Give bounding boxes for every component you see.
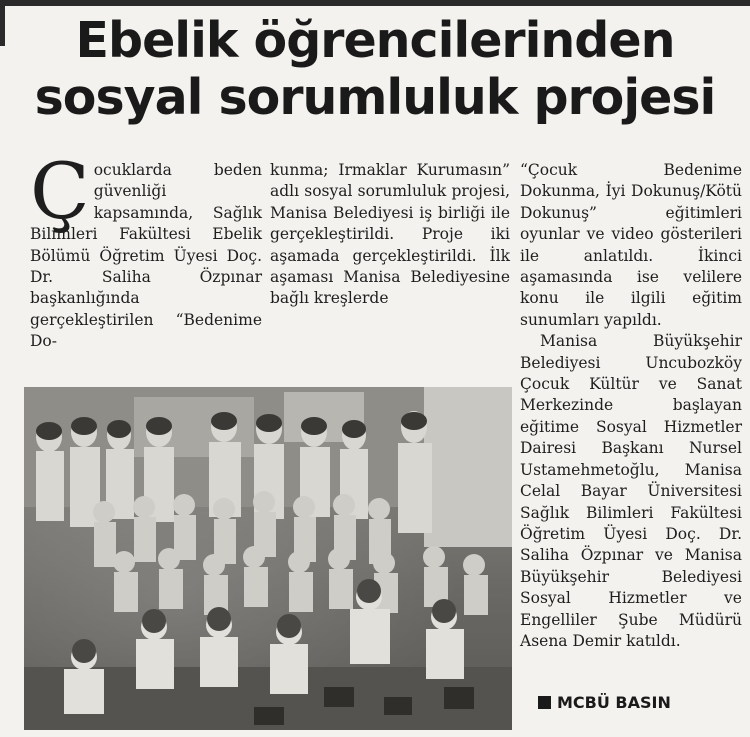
press-credit	[538, 692, 671, 714]
article-column-3	[520, 160, 742, 700]
left-edge-bar	[0, 6, 5, 46]
group-photo-image	[24, 387, 512, 730]
article-column-1	[30, 147, 262, 353]
headline-line-2: sosyal sorumluluk projesi	[34, 69, 716, 126]
column-3-paragraph-1: “Çocuk Bedenime Dokunma, İyi Dokunuş/Kötü Dokunuş” eğitimleri oyunlar ve video gösterileri ile anlatıldı. İkinci aşamasında ise velilere konu ile ilgili eğitim sunumları yapıldı.	[520, 161, 742, 329]
article-headline	[10, 12, 740, 126]
column-2-text: kunma; Irmaklar Kurumasın” adlı sosyal sorumluluk projesi, Manisa Belediyesi iş birliği ile gerçekleştirildi. Proje iki aşamada gerçekleştirildi. İlk aşaması Manisa Belediyesine bağlı kreşlerde	[270, 161, 510, 308]
column-3-paragraph-2: Manisa Büyükşehir Belediyesi Uncubozköy Çocuk Kültür ve Sanat Merkezinde başlayan eğitime Sosyal Hizmetler Dairesi Başkanı Nursel Ustamehmetoğlu, Manisa Celal Bayar Üniversitesi Sağlık Bilimleri Fakültesi Öğretim Üyesi Doç. Dr. Saliha Özpınar ve Manisa Büyükşehir Belediyesi Sosyal Hizmetler ve Engelliler Şube Müdürü Asena Demir katıldı.	[520, 332, 742, 650]
group-photo	[24, 387, 512, 730]
credit-text: MCBÜ BASIN	[557, 693, 671, 712]
top-rule	[0, 0, 750, 6]
column-1-text: ocuklarda beden güvenliği kapsamında, Sağlık Bilimleri Fakültesi Ebelik Bölümü Öğretim Üyesi Doç. Dr. Saliha Özpınar başkanlığında gerçekleştirilen “Bedenime Do-	[30, 161, 262, 351]
article-column-2	[270, 160, 510, 310]
headline-line-1: Ebelik öğrencilerinden	[75, 12, 675, 69]
drop-cap-letter: Ç	[30, 147, 90, 237]
square-bullet-icon	[538, 696, 551, 709]
